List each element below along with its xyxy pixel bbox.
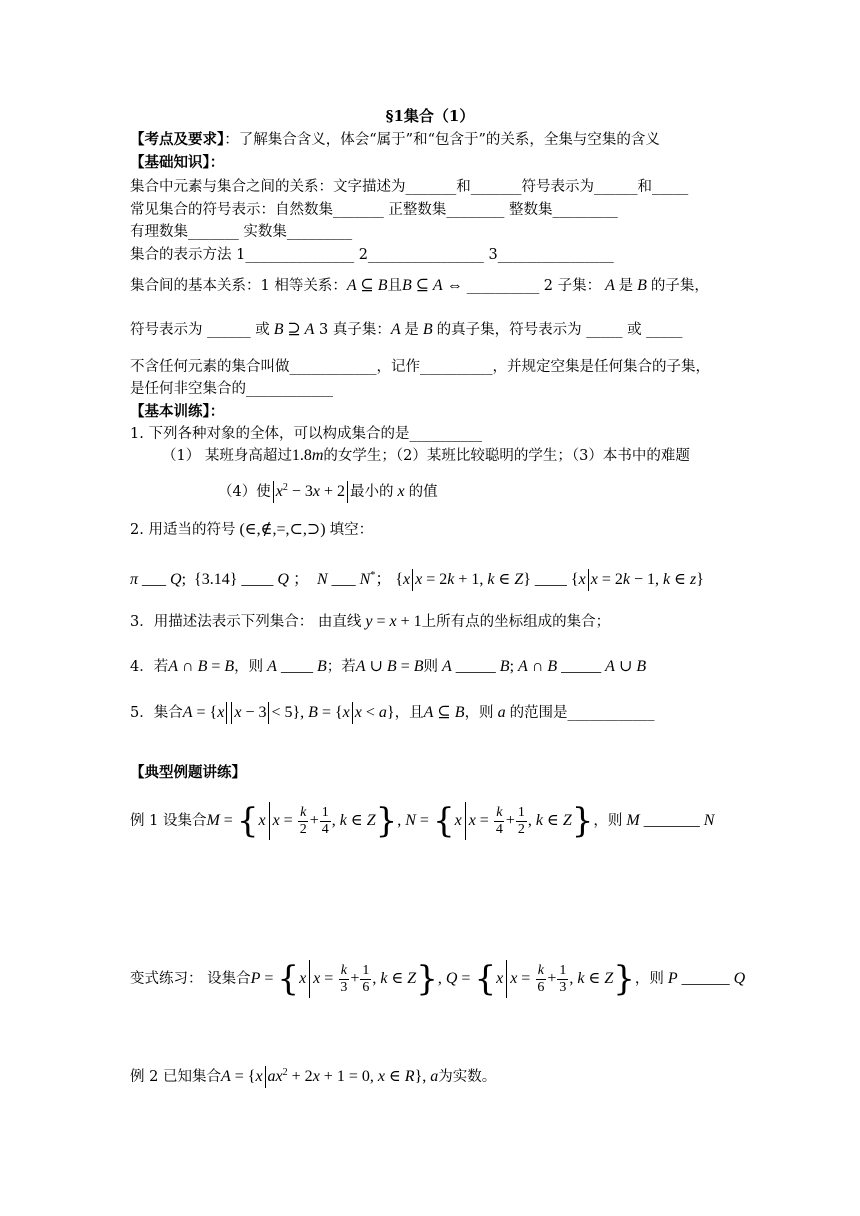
basics-line-3: 有理数集_______ 实数集_________ — [130, 224, 353, 240]
basics-label: 【基础知识】 — [130, 154, 210, 171]
training-label: 【基本训练】 — [130, 403, 210, 420]
question-1: 1. 下列各种对象的全体，可以构成集合的是__________ — [130, 426, 482, 442]
basics-line-4: 集合的表示方法 1_______________ 2________________ 3________________ — [130, 247, 614, 263]
basics-line-8: 是任何非空集合的____________ — [130, 381, 333, 397]
question-2: 2. 用适当的符号 (∈,∉,=,⊂,⊃) 填空： — [130, 521, 374, 538]
example-2: 例 2 已知集合A = {x $ax^2 + 2x + 1 = 0$, x ∈ R}, a为实数。 — [130, 1063, 496, 1088]
page-title: §1集合（1） — [385, 107, 475, 125]
examples-label: 【典型例题讲练】 — [130, 764, 246, 781]
requirements-line — [130, 130, 660, 150]
basics-line-1: 集合中元素与集合之间的关系：文字描述为_______和_______符号表示为______和_____ — [130, 179, 689, 195]
basics-heading: 【基础知识】： — [130, 154, 225, 171]
requirements-text: ：了解集合含义，体会“属于”和“包含于”的关系，全集与空集的含义 — [224, 132, 660, 148]
requirements-label: 【考点及要求】 — [130, 131, 225, 148]
example-1: 例 1 设集合M = {x x = $\frac{k}{2}$ + $\frac{1}{4}$ , k ∈ Z}, N = {x x = $\frac{k}{4}$ + $\frac{1}{2}$ , k ∈ Z}，则 M _______ N — [130, 801, 715, 841]
question-2-items: π ___ Q; {3.14} ____ Q ； N ___ N*； {x x = 2k + 1, k ∈ Z} ____ {x x = 2k − 1, k ∈ z} — [130, 566, 704, 591]
question-1-options: （1） 某班身高超过1.8m的女学生；（2）某班比较聪明的学生；（3）本书中的难题 — [162, 447, 690, 464]
basics-line-5: 集合间的基本关系：1 相等关系：A ⊆ B且B ⊆ A ⇔ __________ 2 子集： A 是 B 的子集， — [130, 277, 709, 294]
basics-line-6: 符号表示为 ______ 或 B ⊇ A 3 真子集：A 是 B 的真子集，符号表示为 _____ 或 _____ — [130, 321, 683, 338]
question-3: 3．用描述法表示下列集合： 由直线 y = x + 1上所有点的坐标组成的集合； — [130, 613, 611, 630]
basics-line-2: 常见集合的符号表示：自然数集_______ 正整数集________ 整数集_________ — [130, 202, 618, 218]
variant-exercise: 变式练习： 设集合P = {x x = $\frac{k}{3}$ + $\frac{1}{6}$ , k ∈ Z}, Q = {x x = $\frac{k}{6}$ + $\frac{1}{3}$ , k ∈ Z}，则 P ______ Q — [130, 959, 746, 999]
question-4: 4．若A ∩ B = B，则 A ____ B；若A ∪ B = B则 A _____ B; A ∩ B _____ A ∪ B — [130, 658, 647, 675]
question-5: 5．集合A = {x x − 3 < 5}, B = {x x < a}，且A ⊆ B，则 a 的范围是____________ — [130, 702, 655, 724]
equality-formula: A ⊆ B — [346, 277, 388, 294]
question-1-option-4: （4）使 $x^2 - 3x + 2$ 最小的 x 的值 — [218, 478, 438, 503]
training-heading: 【基本训练】： — [130, 403, 225, 420]
basics-line-7: 不含任何元素的集合叫做____________，记作__________，并规定空集是任何集合的子集， — [130, 359, 710, 375]
examples-heading — [130, 763, 246, 783]
